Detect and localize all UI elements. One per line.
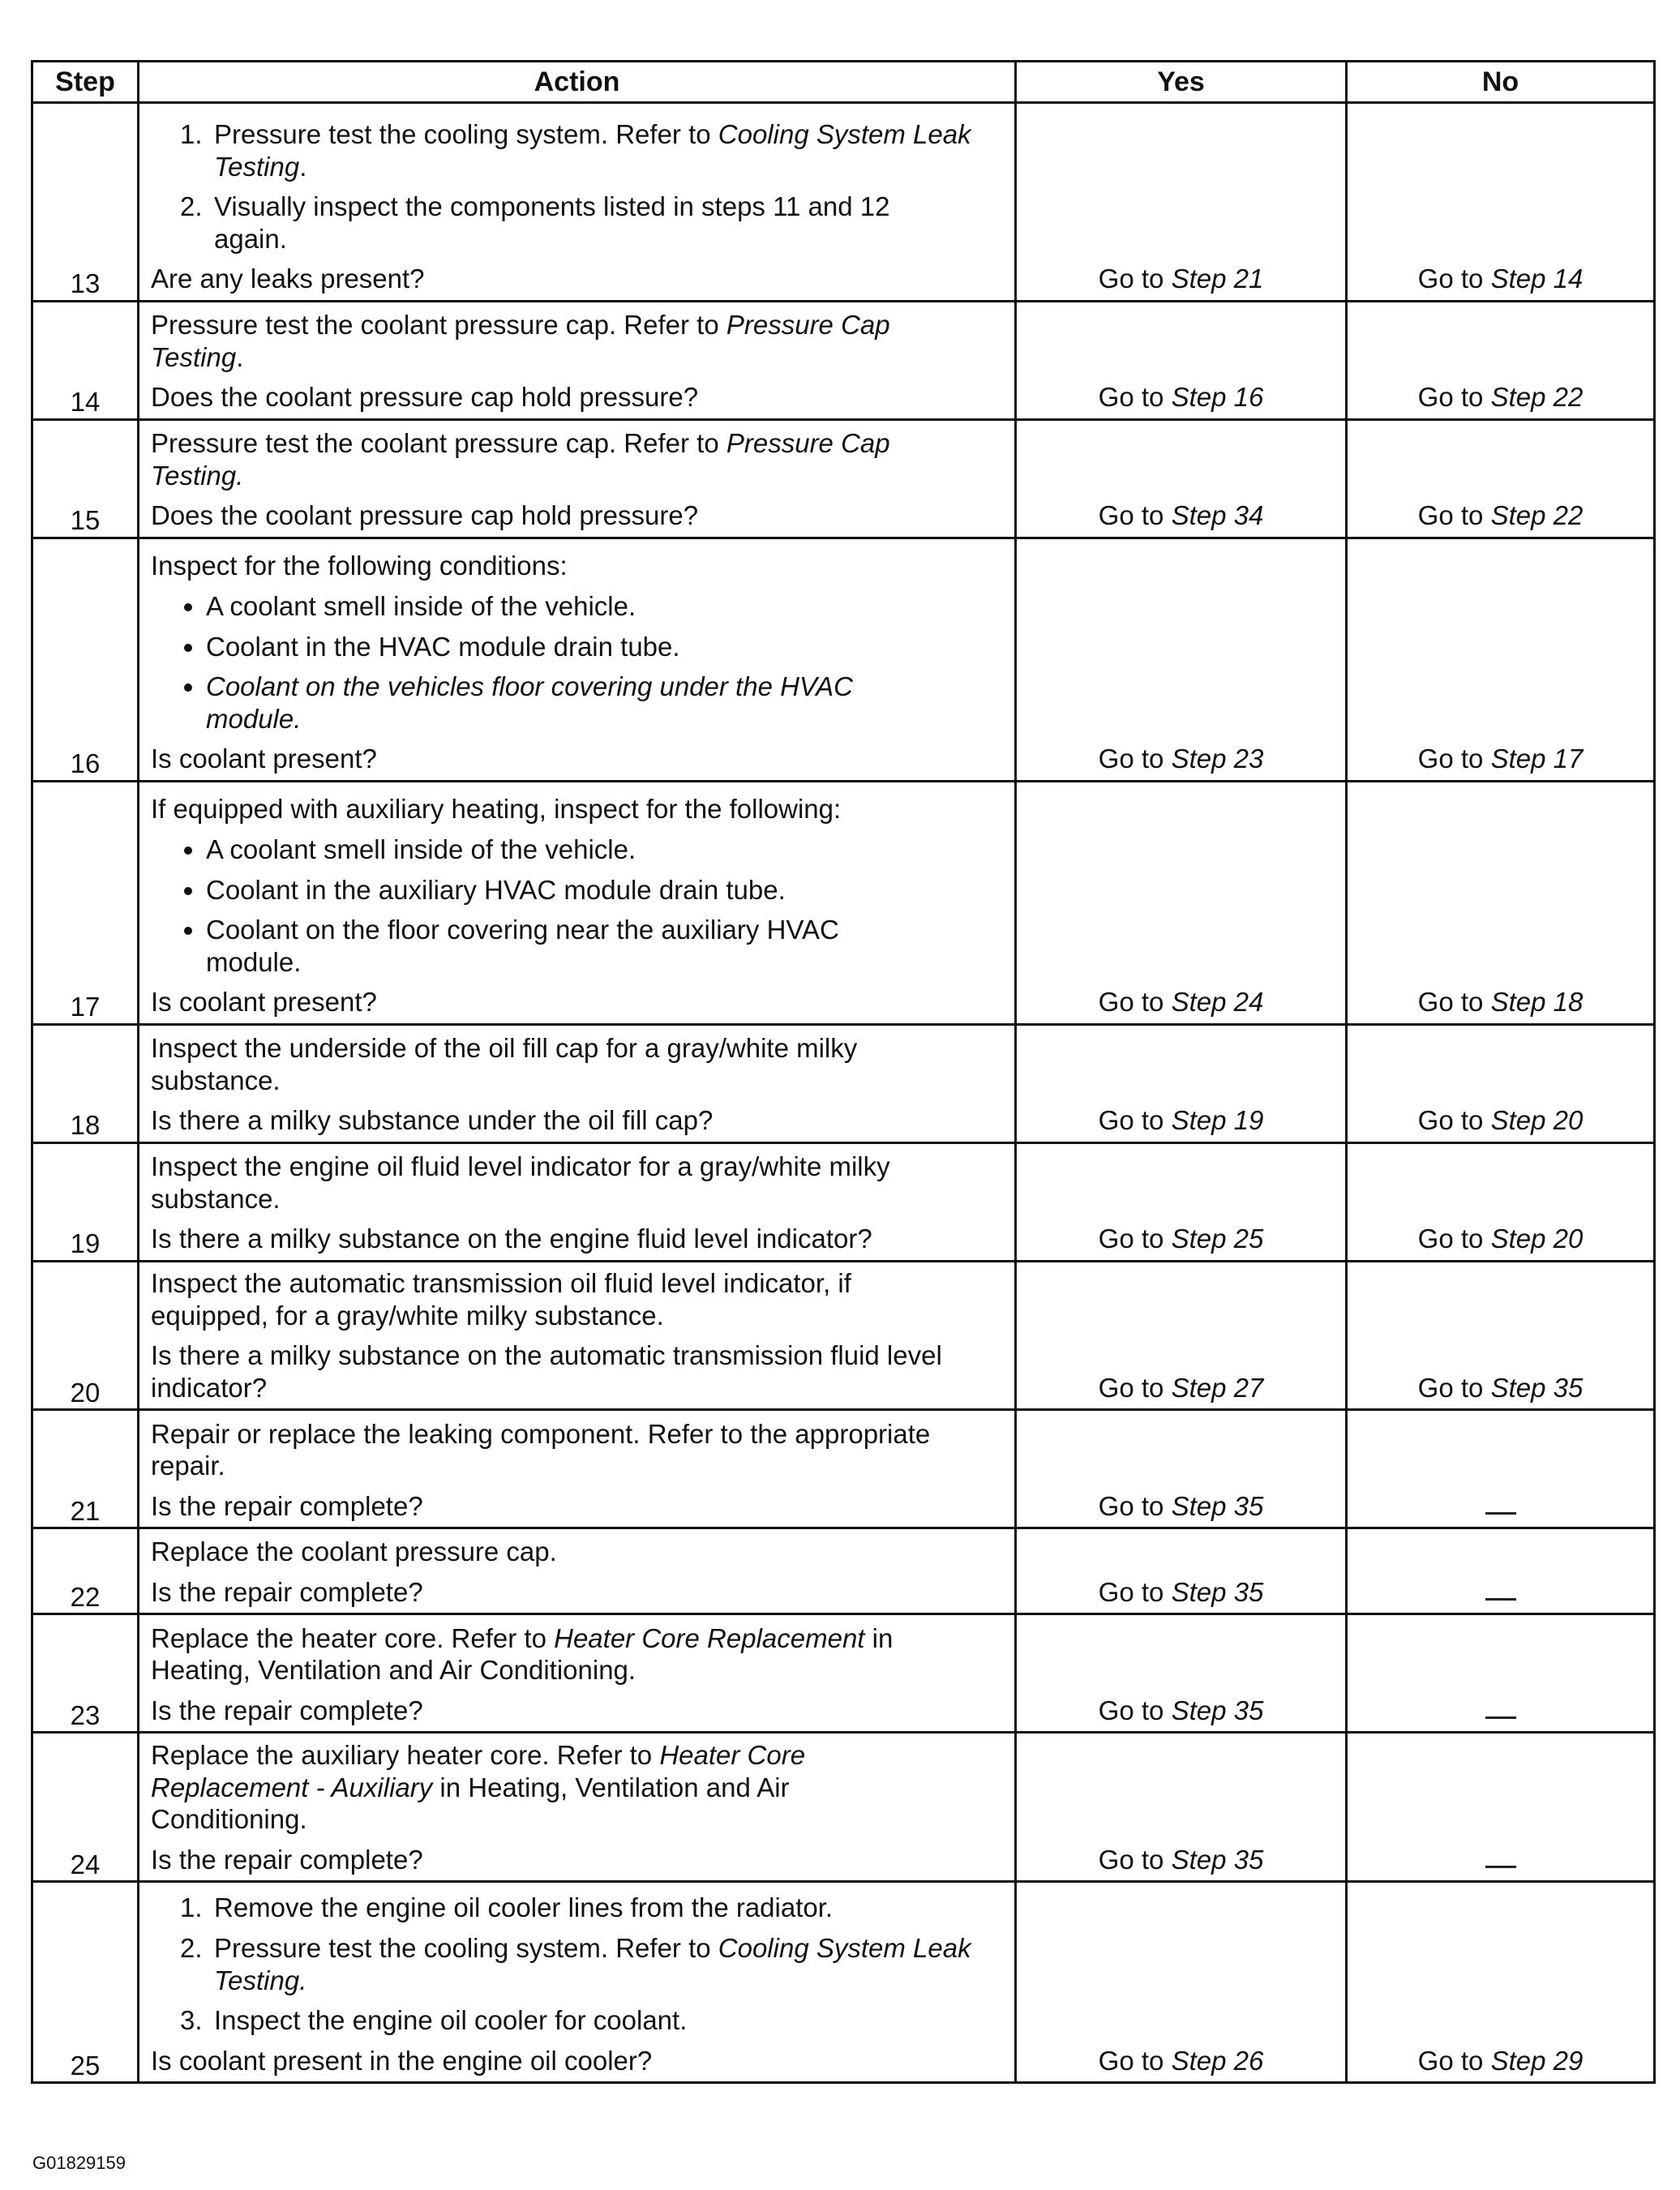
step-number: 15 bbox=[32, 420, 139, 538]
yes-cell[interactable]: Go to Step 35 bbox=[1016, 1410, 1347, 1528]
no-cell bbox=[1347, 1528, 1655, 1614]
yes-step-link[interactable]: Step 27 bbox=[1171, 1372, 1264, 1403]
no-cell bbox=[1347, 1614, 1655, 1733]
cross-reference-link[interactable]: Pressure Cap Testing. bbox=[151, 428, 890, 491]
no-step-link[interactable]: Step 18 bbox=[1490, 987, 1584, 1018]
table-row-step-18 bbox=[32, 1025, 1655, 1143]
action-cell bbox=[139, 1882, 1016, 2083]
no-cell[interactable]: Go to Step 35 bbox=[1347, 1262, 1655, 1410]
question-text: Is coolant present in the engine oil cooler? bbox=[151, 2045, 653, 2076]
question-text: Is the repair complete? bbox=[151, 1490, 423, 1521]
table-row-step-19 bbox=[32, 1143, 1655, 1262]
step-number: 22 bbox=[32, 1528, 139, 1614]
no-step-link[interactable]: Step 29 bbox=[1490, 2045, 1584, 2076]
no-step-link[interactable]: Step 20 bbox=[1490, 1105, 1584, 1136]
question-text: Is coolant present? bbox=[151, 744, 377, 774]
action-cell bbox=[139, 420, 1016, 538]
table-row-step-21 bbox=[32, 1410, 1655, 1528]
yes-step-link[interactable]: Step 34 bbox=[1171, 500, 1264, 531]
instruction-text: Inspect the underside of the oil fill cap for a gray/white milky substance. bbox=[151, 1033, 858, 1095]
instruction-text: Inspect the engine oil fluid level indicator for a gray/white milky substance. bbox=[151, 1151, 890, 1214]
yes-cell[interactable]: Go to Step 27 bbox=[1016, 1262, 1347, 1410]
yes-cell[interactable]: Go to Step 23 bbox=[1016, 538, 1347, 782]
instruction-text: Inspect the automatic transmission oil fluid level indicator, if equipped, for a gray/white milky substance. bbox=[151, 1268, 851, 1331]
yes-step-link[interactable]: Step 16 bbox=[1171, 382, 1264, 413]
list-item: • Coolant in the HVAC module drain tube. bbox=[206, 631, 1006, 663]
action-cell bbox=[139, 1262, 1016, 1410]
step-number: 24 bbox=[32, 1733, 139, 1882]
step-number: 25 bbox=[32, 1882, 139, 2083]
no-cell[interactable]: Go to Step 20 bbox=[1347, 1143, 1655, 1262]
question-text: Is the repair complete? bbox=[151, 1844, 423, 1875]
no-cell bbox=[1347, 1410, 1655, 1528]
table-row-step-16 bbox=[32, 538, 1655, 782]
yes-step-link[interactable]: Step 24 bbox=[1171, 987, 1264, 1018]
action-cell bbox=[139, 1143, 1016, 1262]
table-row-step-23 bbox=[32, 1614, 1655, 1733]
cross-reference-link[interactable]: Cooling System Leak Testing bbox=[214, 119, 971, 182]
header-action: Action bbox=[139, 62, 1016, 103]
no-cell[interactable]: Go to Step 20 bbox=[1347, 1025, 1655, 1143]
not-applicable-dash bbox=[1485, 1716, 1516, 1719]
step-number: 18 bbox=[32, 1025, 139, 1143]
header-step: Step bbox=[32, 62, 139, 103]
step-number: 23 bbox=[32, 1614, 139, 1733]
numbered-list bbox=[151, 118, 1006, 255]
action-cell bbox=[139, 1528, 1016, 1614]
yes-step-link[interactable]: Step 35 bbox=[1171, 1576, 1264, 1607]
list-item: 1. Pressure test the cooling system. Refer to Cooling System Leak Testing. bbox=[180, 119, 971, 182]
step-number: 14 bbox=[32, 302, 139, 420]
yes-step-link[interactable]: Step 23 bbox=[1171, 744, 1264, 774]
yes-cell[interactable]: Go to Step 19 bbox=[1016, 1025, 1347, 1143]
not-applicable-dash bbox=[1485, 1598, 1516, 1601]
table-row-step-22 bbox=[32, 1528, 1655, 1614]
action-cell bbox=[139, 103, 1016, 302]
table-row-step-15 bbox=[32, 420, 1655, 538]
no-cell bbox=[1347, 1733, 1655, 1882]
yes-cell[interactable]: Go to Step 24 bbox=[1016, 782, 1347, 1025]
no-step-link[interactable]: Step 35 bbox=[1490, 1372, 1584, 1403]
diagnostic-table bbox=[31, 60, 1656, 2084]
table-row-step-24 bbox=[32, 1733, 1655, 1882]
action-cell bbox=[139, 538, 1016, 782]
yes-cell[interactable]: Go to Step 25 bbox=[1016, 1143, 1347, 1262]
no-step-link[interactable]: Step 17 bbox=[1490, 744, 1584, 774]
action-cell bbox=[139, 782, 1016, 1025]
no-cell[interactable]: Go to Step 22 bbox=[1347, 420, 1655, 538]
no-cell[interactable]: Go to Step 22 bbox=[1347, 302, 1655, 420]
list-item: 3. Inspect the engine oil cooler for coolant. bbox=[180, 2005, 688, 2036]
yes-cell[interactable]: Go to Step 16 bbox=[1016, 302, 1347, 420]
no-cell[interactable]: Go to Step 14 bbox=[1347, 103, 1655, 302]
yes-step-link[interactable]: Step 25 bbox=[1171, 1224, 1264, 1254]
yes-step-link[interactable]: Step 35 bbox=[1171, 1490, 1264, 1521]
yes-cell[interactable]: Go to Step 34 bbox=[1016, 420, 1347, 538]
question-text: Is coolant present? bbox=[151, 987, 377, 1018]
question-text: Is there a milky substance on the automatic transmission fluid level indicator? bbox=[151, 1340, 942, 1403]
cross-reference-link[interactable]: Heater Core Replacement bbox=[554, 1622, 865, 1653]
table-row-step-13 bbox=[32, 103, 1655, 302]
action-cell bbox=[139, 1025, 1016, 1143]
question-text: Is the repair complete? bbox=[151, 1695, 423, 1725]
header-yes: Yes bbox=[1016, 62, 1347, 103]
yes-cell[interactable]: Go to Step 35 bbox=[1016, 1528, 1347, 1614]
list-item: • Coolant in the auxiliary HVAC module drain tube. bbox=[206, 874, 1006, 906]
header-no: No bbox=[1347, 62, 1655, 103]
list-item: 2. Visually inspect the components listed in steps 11 and 12 again. bbox=[180, 191, 890, 254]
instruction-text: Replace the heater core. Refer to Heater Core Replacement in Heating, Ventilation and Air Conditioning. bbox=[151, 1622, 894, 1686]
list-item: 2. Pressure test the cooling system. Refer to Cooling System Leak Testing. bbox=[180, 1933, 971, 1995]
list-item: • Coolant on the vehicles floor covering under the HVAC module. bbox=[206, 671, 936, 735]
not-applicable-dash bbox=[1485, 1866, 1516, 1868]
no-cell[interactable]: Go to Step 29 bbox=[1347, 1882, 1655, 2083]
instruction-text: Inspect for the following conditions: bbox=[151, 551, 568, 581]
cross-reference-link[interactable]: Pressure Cap Testing bbox=[151, 310, 890, 372]
yes-cell[interactable]: Go to Step 35 bbox=[1016, 1614, 1347, 1733]
cross-reference-link[interactable]: Heater Core Replacement - Auxiliary bbox=[151, 1740, 806, 1802]
step-number: 17 bbox=[32, 782, 139, 1025]
step-number: 19 bbox=[32, 1143, 139, 1262]
not-applicable-dash bbox=[1485, 1512, 1516, 1515]
table-row-step-14 bbox=[32, 302, 1655, 420]
yes-cell[interactable]: Go to Step 35 bbox=[1016, 1733, 1347, 1882]
no-step-link[interactable]: Step 22 bbox=[1490, 500, 1584, 531]
no-step-link[interactable]: Step 20 bbox=[1490, 1224, 1584, 1254]
yes-step-link[interactable]: Step 35 bbox=[1171, 1844, 1264, 1875]
table-row-step-20 bbox=[32, 1262, 1655, 1410]
numbered-list bbox=[151, 1892, 1006, 2036]
no-step-link[interactable]: Step 14 bbox=[1490, 264, 1584, 294]
action-cell bbox=[139, 1733, 1016, 1882]
question-text: Are any leaks present? bbox=[151, 264, 425, 294]
instruction-text: Pressure test the coolant pressure cap. Refer to Pressure Cap Testing. bbox=[151, 428, 890, 491]
instruction-text: Repair or replace the leaking component. Refer to the appropriate repair. bbox=[151, 1418, 931, 1481]
action-cell bbox=[139, 302, 1016, 420]
table-row-step-17 bbox=[32, 782, 1655, 1025]
instruction-text: Replace the auxiliary heater core. Refer to Heater Core Replacement - Auxiliary in Heating, Ventilation and Air Conditioning. bbox=[151, 1740, 806, 1835]
bullet-list bbox=[151, 590, 1006, 735]
step-number: 13 bbox=[32, 103, 139, 302]
no-cell[interactable]: Go to Step 17 bbox=[1347, 538, 1655, 782]
list-item: • Coolant on the floor covering near the auxiliary HVAC module. bbox=[206, 914, 936, 978]
no-cell[interactable]: Go to Step 18 bbox=[1347, 782, 1655, 1025]
yes-step-link[interactable]: Step 26 bbox=[1171, 2045, 1264, 2076]
list-item: • A coolant smell inside of the vehicle. bbox=[206, 590, 1006, 623]
action-cell bbox=[139, 1614, 1016, 1733]
no-step-link[interactable]: Step 22 bbox=[1490, 382, 1584, 413]
question-text: Does the coolant pressure cap hold pressure? bbox=[151, 500, 699, 531]
step-number: 16 bbox=[32, 538, 139, 782]
figure-id: G01829159 bbox=[32, 2153, 126, 2173]
question-text: Is there a milky substance under the oil fill cap? bbox=[151, 1105, 714, 1136]
instruction-text: Pressure test the coolant pressure cap. Refer to Pressure Cap Testing. bbox=[151, 310, 890, 372]
instruction-text: If equipped with auxiliary heating, inspect for the following: bbox=[151, 794, 842, 825]
header-row bbox=[32, 62, 1655, 103]
yes-step-link[interactable]: Step 35 bbox=[1171, 1695, 1264, 1725]
yes-step-link[interactable]: Step 21 bbox=[1171, 264, 1264, 294]
action-cell bbox=[139, 1410, 1016, 1528]
question-text: Is there a milky substance on the engine fluid level indicator? bbox=[151, 1224, 872, 1254]
question-text: Does the coolant pressure cap hold pressure? bbox=[151, 382, 699, 413]
instruction-text: Replace the coolant pressure cap. bbox=[151, 1536, 557, 1567]
yes-cell[interactable]: Go to Step 26 bbox=[1016, 1882, 1347, 2083]
step-number: 21 bbox=[32, 1410, 139, 1528]
step-number: 20 bbox=[32, 1262, 139, 1410]
list-item: 1. Remove the engine oil cooler lines from the radiator. bbox=[180, 1892, 834, 1923]
yes-step-link[interactable]: Step 19 bbox=[1171, 1105, 1264, 1136]
cross-reference-link[interactable]: Cooling System Leak Testing. bbox=[214, 1933, 971, 1995]
yes-cell[interactable]: Go to Step 21 bbox=[1016, 103, 1347, 302]
list-item: • A coolant smell inside of the vehicle. bbox=[206, 834, 1006, 866]
table-row-step-25 bbox=[32, 1882, 1655, 2083]
bullet-list bbox=[151, 834, 1006, 978]
question-text: Is the repair complete? bbox=[151, 1576, 423, 1607]
